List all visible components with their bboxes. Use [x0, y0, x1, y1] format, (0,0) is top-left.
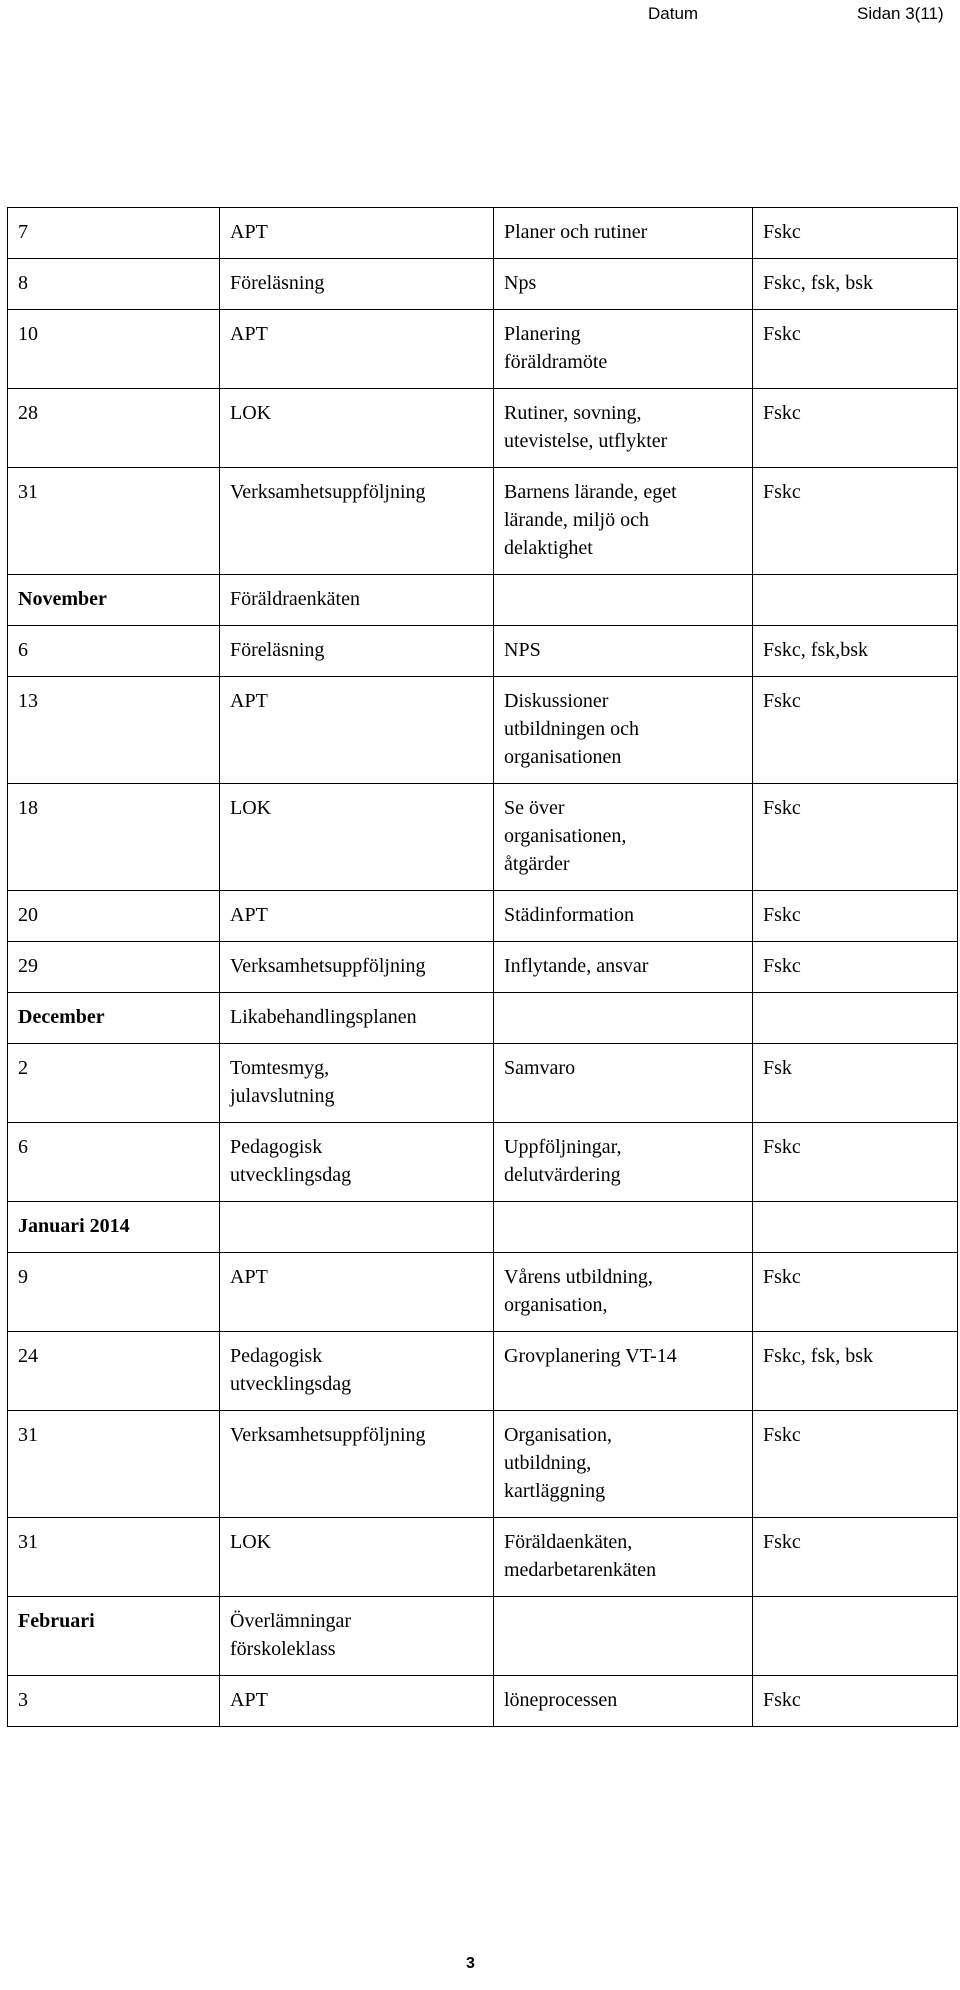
- audience-cell: Fskc: [753, 1676, 958, 1727]
- date-cell: 31: [8, 468, 220, 575]
- table-row: [8, 310, 958, 389]
- table-row: [8, 626, 958, 677]
- topic-cell: [494, 993, 753, 1044]
- audience-cell: Fskc, fsk, bsk: [753, 1332, 958, 1411]
- header-date-label: Datum: [648, 4, 699, 23]
- audience-cell: Fskc, fsk,bsk: [753, 626, 958, 677]
- audience-cell: [753, 1202, 958, 1253]
- audience-cell: Fskc: [753, 468, 958, 575]
- topic-cell: Grovplanering VT-14: [494, 1332, 753, 1411]
- table-row: [8, 677, 958, 784]
- table-row: [8, 784, 958, 891]
- topic-cell: löneprocessen: [494, 1676, 753, 1727]
- audience-cell: Fskc: [753, 208, 958, 259]
- table-row: [8, 1253, 958, 1332]
- date-cell: 8: [8, 259, 220, 310]
- date-cell: 6: [8, 626, 220, 677]
- audience-cell: Fskc: [753, 389, 958, 468]
- month-row: [8, 1202, 958, 1253]
- month-label: Februari: [8, 1597, 220, 1676]
- audience-cell: Fskc: [753, 1123, 958, 1202]
- topic-cell: NPS: [494, 626, 753, 677]
- activity-cell: Verksamhetsuppföljning: [220, 942, 494, 993]
- date-cell: 13: [8, 677, 220, 784]
- activity-cell: APT: [220, 891, 494, 942]
- topic-cell: Barnens lärande, eget lärande, miljö och delaktighet: [494, 468, 753, 575]
- date-cell: 24: [8, 1332, 220, 1411]
- date-cell: 3: [8, 1676, 220, 1727]
- activity-cell: Tomtesmyg, julavslutning: [220, 1044, 494, 1123]
- topic-cell: Organisation, utbildning, kartläggning: [494, 1411, 753, 1518]
- activity-cell: LOK: [220, 1518, 494, 1597]
- date-cell: 7: [8, 208, 220, 259]
- table-row: [8, 259, 958, 310]
- activity-cell: Överlämningar förskoleklass: [220, 1597, 494, 1676]
- schedule-table-body: [8, 208, 958, 1727]
- topic-cell: Städinformation: [494, 891, 753, 942]
- header-page-label: Sidan 3(11): [857, 4, 944, 23]
- activity-cell: Verksamhetsuppföljning: [220, 1411, 494, 1518]
- month-row: [8, 575, 958, 626]
- activity-cell: APT: [220, 310, 494, 389]
- topic-cell: [494, 1597, 753, 1676]
- month-label: December: [8, 993, 220, 1044]
- activity-cell: Likabehandlingsplanen: [220, 993, 494, 1044]
- date-cell: 9: [8, 1253, 220, 1332]
- activity-cell: APT: [220, 1253, 494, 1332]
- topic-cell: Se över organisationen, åtgärder: [494, 784, 753, 891]
- month-row: [8, 993, 958, 1044]
- topic-cell: Planer och rutiner: [494, 208, 753, 259]
- activity-cell: LOK: [220, 389, 494, 468]
- audience-cell: Fskc: [753, 1411, 958, 1518]
- month-label: November: [8, 575, 220, 626]
- table-row: [8, 468, 958, 575]
- audience-cell: Fskc, fsk, bsk: [753, 259, 958, 310]
- topic-cell: Diskussioner utbildningen och organisationen: [494, 677, 753, 784]
- topic-cell: Inflytande, ansvar: [494, 942, 753, 993]
- date-cell: 10: [8, 310, 220, 389]
- activity-cell: Föreläsning: [220, 626, 494, 677]
- table-row: [8, 1123, 958, 1202]
- table-row: [8, 389, 958, 468]
- topic-cell: [494, 575, 753, 626]
- activity-cell: Verksamhetsuppföljning: [220, 468, 494, 575]
- audience-cell: Fskc: [753, 677, 958, 784]
- date-cell: 6: [8, 1123, 220, 1202]
- activity-cell: Föräldraenkäten: [220, 575, 494, 626]
- date-cell: 31: [8, 1411, 220, 1518]
- topic-cell: Nps: [494, 259, 753, 310]
- date-cell: 28: [8, 389, 220, 468]
- table-row: [8, 942, 958, 993]
- topic-cell: Rutiner, sovning, utevistelse, utflykter: [494, 389, 753, 468]
- date-cell: 29: [8, 942, 220, 993]
- topic-cell: Uppföljningar, delutvärdering: [494, 1123, 753, 1202]
- date-cell: 20: [8, 891, 220, 942]
- topic-cell: Samvaro: [494, 1044, 753, 1123]
- topic-cell: Föräldaenkäten, medarbetarenkäten: [494, 1518, 753, 1597]
- date-cell: 2: [8, 1044, 220, 1123]
- schedule-table: [7, 207, 958, 1727]
- audience-cell: Fskc: [753, 784, 958, 891]
- table-row: [8, 891, 958, 942]
- table-row: [8, 1518, 958, 1597]
- audience-cell: [753, 993, 958, 1044]
- activity-cell: APT: [220, 1676, 494, 1727]
- activity-cell: APT: [220, 208, 494, 259]
- activity-cell: Föreläsning: [220, 259, 494, 310]
- topic-cell: Vårens utbildning, organisation,: [494, 1253, 753, 1332]
- table-row: [8, 1044, 958, 1123]
- audience-cell: Fskc: [753, 891, 958, 942]
- footer-page-number: 3: [466, 1955, 475, 1972]
- date-cell: 31: [8, 1518, 220, 1597]
- activity-cell: APT: [220, 677, 494, 784]
- table-row: [8, 1411, 958, 1518]
- topic-cell: Planering föräldramöte: [494, 310, 753, 389]
- audience-cell: Fskc: [753, 1253, 958, 1332]
- activity-cell: LOK: [220, 784, 494, 891]
- audience-cell: Fskc: [753, 942, 958, 993]
- month-row: [8, 1597, 958, 1676]
- table-row: [8, 1332, 958, 1411]
- table-row: [8, 1676, 958, 1727]
- month-label: Januari 2014: [8, 1202, 220, 1253]
- activity-cell: Pedagogisk utvecklingsdag: [220, 1332, 494, 1411]
- audience-cell: Fskc: [753, 1518, 958, 1597]
- activity-cell: [220, 1202, 494, 1253]
- audience-cell: [753, 1597, 958, 1676]
- activity-cell: Pedagogisk utvecklingsdag: [220, 1123, 494, 1202]
- date-cell: 18: [8, 784, 220, 891]
- audience-cell: [753, 575, 958, 626]
- topic-cell: [494, 1202, 753, 1253]
- audience-cell: Fsk: [753, 1044, 958, 1123]
- table-row: [8, 208, 958, 259]
- audience-cell: Fskc: [753, 310, 958, 389]
